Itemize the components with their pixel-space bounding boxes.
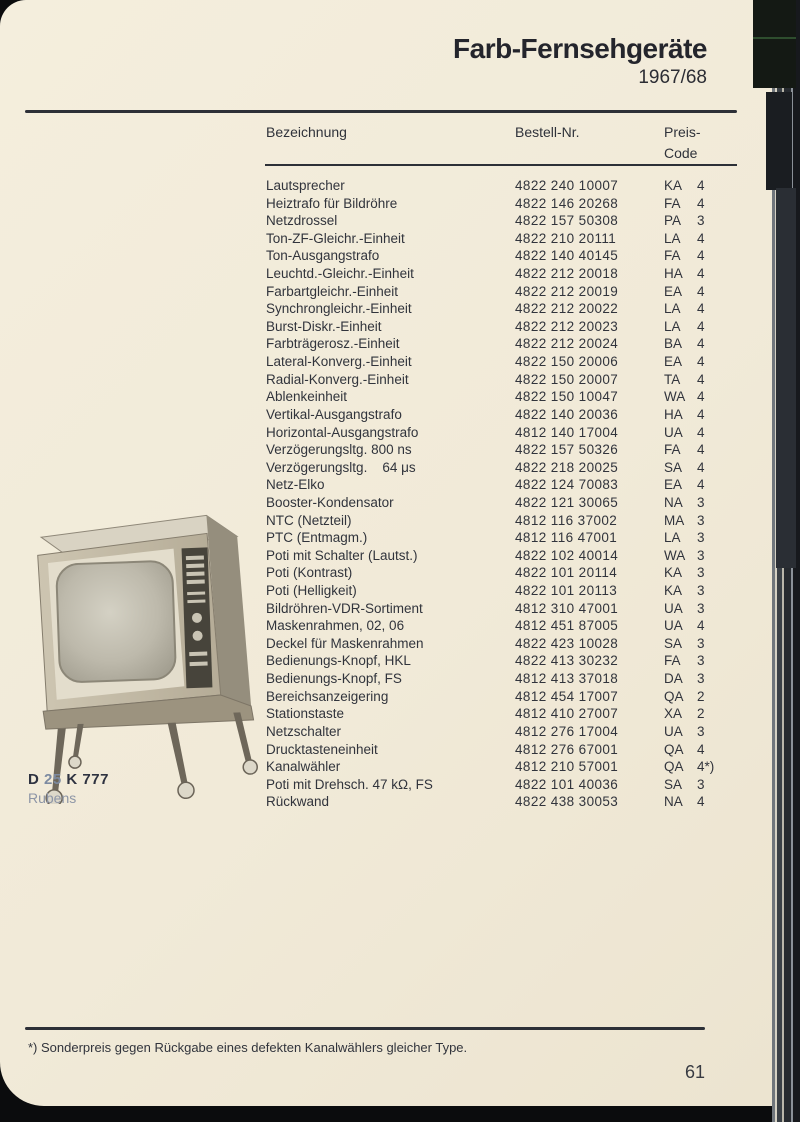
table-row [0, 353, 779, 371]
table-row [0, 265, 779, 283]
chapter-index-tab [753, 0, 796, 88]
order-number: 4822 438 30053 [515, 794, 619, 810]
price-code-letters: WA [664, 547, 686, 563]
tv-screen [56, 561, 176, 683]
order-number: 4822 140 20036 [515, 406, 619, 422]
footnote-rule [25, 1027, 705, 1030]
column-header-preis: Preis- [664, 124, 701, 140]
price-code-number: 3 [697, 530, 705, 546]
page-number: 61 [685, 1062, 706, 1082]
model-code [28, 771, 109, 788]
order-number: 4822 218 20025 [515, 459, 619, 475]
order-number: 4822 212 20022 [515, 301, 619, 317]
order-number: 4822 102 40014 [515, 547, 619, 563]
price-code-letters: KA [664, 583, 683, 599]
table-row [0, 388, 779, 406]
part-name: Deckel für Maskenrahmen [266, 635, 424, 651]
season-label: 1967/68 [638, 67, 707, 88]
price-code-letters: HA [664, 406, 683, 422]
part-name: Booster-Kondensator [266, 494, 394, 510]
order-number: 4822 157 50308 [515, 213, 619, 229]
page-title: Farb-Fernsehgeräte [453, 33, 707, 64]
order-number: 4822 150 20006 [515, 354, 619, 370]
order-number: 4812 410 27007 [515, 706, 619, 722]
price-code-number: 4 [697, 794, 705, 810]
order-number: 4822 101 40036 [515, 776, 619, 792]
price-code-letters: UA [664, 424, 683, 440]
table-row [0, 212, 779, 230]
price-code-number: 4 [697, 424, 705, 440]
price-code-letters: FA [664, 653, 681, 669]
price-code-letters: LA [664, 318, 681, 334]
price-code-number: 4 [697, 336, 705, 352]
order-number: 4812 276 67001 [515, 741, 619, 757]
footnote-text: *) Sonderpreis gegen Rückgabe eines defekten Kanalwählers gleicher Type. [28, 1040, 468, 1055]
price-code-number: 4 [697, 354, 705, 370]
price-code-number: 3 [697, 653, 705, 669]
order-number: 4822 157 50326 [515, 442, 619, 458]
product-photo [15, 498, 260, 804]
part-name: Ton-ZF-Gleichr.-Einheit [266, 230, 405, 246]
part-name: Horizontal-Ausgangstrafo [266, 424, 419, 440]
part-name: Verzögerungsltg. 800 ns [266, 442, 412, 458]
order-number: 4822 423 10028 [515, 635, 619, 651]
price-code-letters: QA [664, 688, 684, 704]
price-code-number: 3 [697, 671, 705, 687]
price-code-letters: QA [664, 759, 684, 775]
part-name: NTC (Netzteil) [266, 512, 352, 528]
order-number: 4822 146 20268 [515, 195, 619, 211]
order-number: 4812 116 37002 [515, 512, 618, 528]
price-code-letters: NA [664, 794, 683, 810]
table-row [0, 441, 779, 459]
table-row [0, 177, 779, 195]
book-page-edge-shadow [776, 188, 796, 568]
price-code-number: 2 [697, 688, 705, 704]
part-name: Poti mit Drehsch. 47 kΩ, FS [266, 776, 433, 792]
tv-console-illustration [15, 498, 260, 804]
table-row [0, 335, 779, 353]
price-code-number: 4 [697, 195, 705, 211]
price-code-letters: WA [664, 389, 686, 405]
order-number: 4812 413 37018 [515, 671, 619, 687]
order-number: 4812 140 17004 [515, 424, 619, 440]
order-number: 4812 451 87005 [515, 618, 619, 634]
part-name: Burst-Diskr.-Einheit [266, 318, 382, 334]
table-row [0, 406, 779, 424]
price-code-number: 3 [697, 565, 705, 581]
order-number: 4822 212 20024 [515, 336, 619, 352]
price-code-number: 3 [697, 494, 705, 510]
price-code-letters: UA [664, 723, 683, 739]
price-code-letters: EA [664, 283, 683, 299]
price-code-letters: FA [664, 248, 681, 264]
order-number: 4822 212 20023 [515, 318, 619, 334]
price-code-number: 4 [697, 248, 705, 264]
order-number: 4822 212 20019 [515, 283, 619, 299]
order-number: 4822 121 30065 [515, 494, 619, 510]
price-code-number: 4 [697, 442, 705, 458]
price-code-number: 2 [697, 706, 705, 722]
header-rule [25, 110, 737, 113]
price-code-number: 4 [697, 283, 705, 299]
price-code-letters: DA [664, 671, 683, 687]
part-name: Bedienungs-Knopf, HKL [266, 653, 411, 669]
price-code-letters: EA [664, 477, 683, 493]
part-name: Drucktasteneinheit [266, 741, 378, 757]
part-name: PTC (Entmagm.) [266, 530, 368, 546]
price-code-letters: BA [664, 336, 683, 352]
part-name: Farbträgerosz.-Einheit [266, 336, 400, 352]
price-code-number: 3 [697, 583, 705, 599]
table-row [0, 459, 779, 477]
model-code-part: D [28, 771, 40, 788]
part-name: Lateral-Konverg.-Einheit [266, 354, 412, 370]
table-row [0, 371, 779, 389]
order-number: 4812 210 57001 [515, 759, 619, 775]
price-code-letters: QA [664, 741, 684, 757]
price-code-number: 4 [697, 459, 705, 475]
column-header-bestell-nr: Bestell-Nr. [515, 124, 580, 140]
order-number: 4822 210 20111 [515, 230, 617, 246]
part-name: Bedienungs-Knopf, FS [266, 671, 402, 687]
table-header-rule [265, 164, 737, 166]
order-number: 4822 413 30232 [515, 653, 619, 669]
column-header-bezeichnung: Bezeichnung [266, 124, 347, 140]
price-code-number: 4*) [697, 759, 715, 775]
book-page-edge-shadow [766, 92, 792, 190]
column-header-code: Code [664, 145, 698, 161]
price-code-letters: FA [664, 442, 681, 458]
price-code-number: 4 [697, 741, 705, 757]
price-code-letters: NA [664, 494, 683, 510]
model-name: Rubens [28, 790, 77, 806]
part-name: Netzdrossel [266, 213, 338, 229]
price-code-number: 4 [697, 477, 705, 493]
part-name: Verzögerungsltg. 64 μs [266, 459, 416, 475]
table-row [0, 476, 779, 494]
price-code-letters: HA [664, 266, 683, 282]
part-name: Ablenkeinheit [266, 389, 348, 405]
part-name: Poti (Helligkeit) [266, 583, 357, 599]
price-code-letters: UA [664, 600, 683, 616]
model-code-part: 25 [44, 771, 62, 788]
part-name: Vertikal-Ausgangstrafo [266, 406, 402, 422]
page-header [453, 34, 707, 90]
price-code-letters: KA [664, 565, 683, 581]
order-number: 4822 240 10007 [515, 178, 619, 193]
part-name: Heiztrafo für Bildröhre [266, 195, 398, 211]
price-code-number: 3 [697, 635, 705, 651]
price-code-number: 3 [697, 600, 705, 616]
table-row [0, 300, 779, 318]
part-name: Rückwand [266, 794, 330, 810]
part-name: Maskenrahmen, 02, 06 [266, 618, 405, 634]
price-code-letters: SA [664, 635, 683, 651]
price-code-number: 3 [697, 776, 705, 792]
order-number: 4822 101 20114 [515, 565, 618, 581]
part-name: Bildröhren-VDR-Sortiment [266, 600, 423, 616]
part-name: Leuchtd.-Gleichr.-Einheit [266, 266, 414, 282]
price-code-number: 4 [697, 266, 705, 282]
price-code-number: 4 [697, 406, 705, 422]
order-number: 4822 150 20007 [515, 371, 619, 387]
part-name: Synchrongleichr.-Einheit [266, 301, 412, 317]
price-code-letters: KA [664, 178, 683, 193]
model-code-part: 777 [82, 771, 109, 788]
model-label [28, 771, 109, 806]
part-name: Ton-Ausgangstrafo [266, 248, 380, 264]
part-name: Poti mit Schalter (Lautst.) [266, 547, 418, 563]
price-code-number: 4 [697, 371, 705, 387]
table-row [0, 318, 779, 336]
table-row [0, 195, 779, 213]
table-row [0, 247, 779, 265]
part-name: Netzschalter [266, 723, 342, 739]
order-number: 4812 454 17007 [515, 688, 619, 704]
order-number: 4822 150 10047 [515, 389, 619, 405]
order-number: 4812 116 47001 [515, 530, 618, 546]
price-code-letters: LA [664, 301, 681, 317]
part-name: Lautsprecher [266, 178, 345, 193]
part-name: Bereichsanzeigering [266, 688, 389, 704]
price-code-number: 4 [697, 230, 705, 246]
part-name: Farbartgleichr.-Einheit [266, 283, 399, 299]
price-code-letters: LA [664, 530, 681, 546]
table-row [0, 283, 779, 301]
part-name: Poti (Kontrast) [266, 565, 353, 581]
order-number: 4822 140 40145 [515, 248, 619, 264]
price-code-number: 4 [697, 618, 705, 634]
order-number: 4812 276 17004 [515, 723, 619, 739]
price-code-letters: XA [664, 706, 683, 722]
model-code-part: K [66, 771, 78, 788]
order-number: 4822 101 20113 [515, 583, 618, 599]
price-code-number: 4 [697, 301, 705, 317]
price-code-letters: EA [664, 354, 683, 370]
price-code-letters: SA [664, 459, 683, 475]
table-row [0, 424, 779, 442]
price-code-number: 3 [697, 723, 705, 739]
price-code-number: 4 [697, 389, 705, 405]
price-code-letters: PA [664, 213, 682, 229]
table-row [0, 230, 779, 248]
tab-highlight-line [753, 37, 796, 39]
price-code-number: 3 [697, 213, 705, 229]
price-code-number: 4 [697, 318, 705, 334]
price-code-letters: SA [664, 776, 683, 792]
price-code-letters: MA [664, 512, 685, 528]
price-code-number: 3 [697, 547, 705, 563]
part-name: Stationstaste [266, 706, 345, 722]
price-code-letters: UA [664, 618, 683, 634]
part-name: Netz-Elko [266, 477, 325, 493]
price-code-letters: LA [664, 230, 681, 246]
order-number: 4812 310 47001 [515, 600, 619, 616]
price-code-letters: FA [664, 195, 681, 211]
price-code-number: 3 [697, 512, 705, 528]
price-code-letters: TA [664, 371, 681, 387]
part-name: Kanalwähler [266, 759, 341, 775]
order-number: 4822 124 70083 [515, 477, 619, 493]
price-code-number: 4 [697, 178, 705, 193]
part-name: Radial-Konverg.-Einheit [266, 371, 409, 387]
order-number: 4822 212 20018 [515, 266, 619, 282]
